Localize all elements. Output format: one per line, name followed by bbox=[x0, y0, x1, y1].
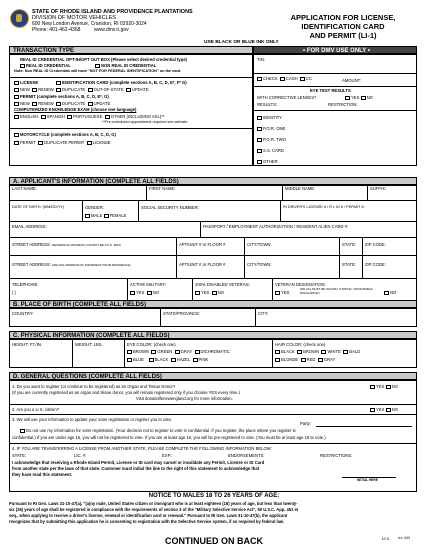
ssn-label: SOCIAL SECURITY NUMBER: bbox=[141, 205, 199, 210]
new-checkbox[interactable] bbox=[14, 88, 19, 92]
transfer-license-label: LIC. #: bbox=[74, 453, 87, 458]
donor-yes-checkbox[interactable] bbox=[370, 385, 375, 389]
telephone-parens: ( ) bbox=[12, 290, 16, 295]
transfer-endorsements-label: ENDORSEMENTS: bbox=[228, 453, 265, 458]
transfer-state-label: STATE: bbox=[12, 453, 27, 458]
notice-title: NOTICE TO MALES 18 TO 26 YEARS OF AGE: bbox=[148, 493, 280, 499]
other-id-checkbox[interactable] bbox=[257, 160, 262, 164]
eye-dichromatic-checkbox[interactable] bbox=[195, 350, 200, 354]
veteran-designation-label: VETERAN DESIGNATION: bbox=[275, 282, 326, 287]
birth-state-label: STATE/PROVINCE: bbox=[163, 311, 201, 316]
tin-label: TIN: bbox=[257, 57, 265, 62]
hair-white-checkbox[interactable] bbox=[321, 350, 326, 354]
city-label-2: CITY/TOWN: bbox=[247, 262, 272, 267]
section-b-box bbox=[9, 308, 417, 327]
por-one-checkbox[interactable] bbox=[257, 127, 262, 131]
eye-hazel-checkbox[interactable] bbox=[171, 358, 176, 362]
weight-label: WEIGHT: LBS. bbox=[75, 342, 103, 347]
id-card-option[interactable]: IDENTIFICATION CARD (complete sections A, B, C, D, E*, F* G) bbox=[56, 80, 187, 85]
telephone-label: TELEPHONE: bbox=[12, 282, 39, 287]
hair-color-row-1: BLACK BROWN WHITE BALD bbox=[275, 349, 360, 354]
eye-test-label: EYE TEST RESULTS bbox=[310, 88, 351, 93]
disabled-veteran-label: 100% DISABLED VETERAN: bbox=[195, 282, 250, 287]
veteran-options: YES bbox=[275, 290, 289, 295]
hair-gray-checkbox[interactable] bbox=[318, 358, 323, 362]
permit-option[interactable]: PERMIT (complete sections A, B, C, D, E*, G) bbox=[14, 94, 109, 99]
state-label-2: STATE: bbox=[342, 262, 357, 267]
real-id-title: REAL ID CREDENTIAL OPT-IN/OPT OUT BOX (Please select desired credential type) bbox=[20, 57, 187, 62]
transfer-restrictions-label: RESTRICTIONS: bbox=[320, 453, 353, 458]
eye-gray-checkbox[interactable] bbox=[175, 350, 180, 354]
question-1-link: Visit donatelifenewengland.org for more information. bbox=[136, 396, 233, 401]
permit-new-checkbox[interactable] bbox=[14, 102, 19, 106]
permit-duplicate-checkbox[interactable] bbox=[56, 102, 61, 106]
license-option[interactable]: LICENSE bbox=[14, 80, 38, 85]
height-label: HEIGHT: FT./IN. bbox=[12, 342, 43, 347]
asl-note: **Pre-scheduled appointment required see website bbox=[102, 120, 188, 124]
veteran-no-option: NO bbox=[384, 290, 396, 295]
agency-website[interactable]: www.dmv.ri.gov bbox=[94, 27, 129, 33]
acknowledge-line-1: I acknowledge that receiving a Rhode Island Permit, License or ID card may cancel or invalidate any Permit, License or ID Card bbox=[12, 460, 265, 465]
question-1: 1. Do you want to register (or continue to be registered) as an Organ and Tissue Donor? bbox=[12, 384, 176, 389]
male-checkbox[interactable] bbox=[85, 214, 90, 218]
eye-green-checkbox[interactable] bbox=[151, 350, 156, 354]
transaction-type-header: TRANSACTION TYPE bbox=[9, 46, 253, 54]
duplicate-checkbox[interactable] bbox=[56, 88, 61, 92]
hair-brown-checkbox[interactable] bbox=[297, 350, 302, 354]
notice-line-1: Pursuant to RI Gen. Laws 31-10-47(a), "(a)ny male, United States citizen or immigrant who is at least eighteen (18) years of age, but less than twenty- bbox=[9, 501, 298, 506]
hair-bald-checkbox[interactable] bbox=[343, 350, 348, 354]
cc-checkbox[interactable] bbox=[300, 77, 305, 81]
check-checkbox[interactable] bbox=[257, 77, 262, 81]
permit-type-row: NEW RENEW DUPLICATE UPDATE bbox=[14, 101, 110, 106]
restriction-label: RESTRICTION: bbox=[328, 102, 358, 107]
question-1-note: (If you are currently registered as an organ and tissue donor, you will remain registered only if you choose YES every time.) bbox=[12, 390, 241, 395]
results-label: RESULTS: bbox=[257, 102, 278, 107]
email-label: EMAIL ADDRESS: bbox=[12, 224, 47, 229]
passport-label: PASSPORT / EMPLOYMENT AUTHORIZATION / RESIDENT ALIEN CARD #: bbox=[203, 224, 349, 229]
question-4: 4. IF YOU ARE TRANSFERRING A LICENSE FROM ANOTHER STATE, PLEASE COMPLETE THE FOLLOWING INFORMATION BELOW: bbox=[12, 446, 272, 451]
permit-renew-checkbox[interactable] bbox=[32, 102, 37, 106]
update-checkbox[interactable] bbox=[126, 88, 131, 92]
form-title-3: AND PERMIT (LI-1) bbox=[309, 31, 377, 40]
veteran-note: (DD 214 MUST BE SHOWN, STATING "HONORABLE DISCHARGE") bbox=[300, 287, 373, 295]
moto-license-checkbox[interactable] bbox=[87, 141, 92, 145]
hair-color-label: HAIR COLOR: (check one) bbox=[275, 342, 326, 347]
hair-red-checkbox[interactable] bbox=[301, 358, 306, 362]
citizen-yes-checkbox[interactable] bbox=[370, 408, 375, 412]
first-name-label: FIRST NAME: bbox=[149, 186, 176, 191]
dmv-use-header: • FOR DMV USE ONLY • bbox=[253, 46, 417, 54]
notice-line-2: six (26) years of age shall be registered in compliance with the requirements of section 3 of the "Military Selective Service Act", 50 U.S.C. App. 451 et bbox=[9, 507, 299, 512]
license-type-row: NEW RENEW DUPLICATE OUT-OF-STATE UPDATE bbox=[14, 87, 149, 92]
acknowledge-line-2: from another state per the laws of that state. Customer must initial the line to the right of this statement to acknowledge that bbox=[12, 466, 260, 471]
continued-on-back: CONTINUED ON BACK bbox=[165, 536, 263, 546]
suffix-label: SUFFIX: bbox=[370, 186, 387, 191]
donor-no-checkbox[interactable] bbox=[386, 385, 391, 389]
por-two-option[interactable]: P.O.R. TWO bbox=[257, 137, 286, 142]
street-address-1: STREET ADDRESS: RESIDENCE ADDRESS (CANNOT BE A P.O. BOX) bbox=[12, 242, 122, 247]
eye-color-label: EYE COLOR: (check one) bbox=[127, 342, 176, 347]
permit-checkbox[interactable] bbox=[14, 95, 19, 99]
female-checkbox[interactable] bbox=[104, 214, 109, 218]
disabled-yes-checkbox[interactable] bbox=[195, 291, 200, 295]
section-a-header: A. APPLICANT'S INFORMATION (COMPLETE ALL FIELDS) bbox=[9, 177, 417, 185]
hair-color-row-2: BLONDE RED GRAY bbox=[275, 357, 335, 362]
military-options: YES NO bbox=[130, 290, 159, 295]
dob-label: DATE OF BIRTH: (MM/DD/YY) bbox=[12, 205, 65, 209]
identity-option[interactable]: IDENTITY bbox=[257, 115, 282, 120]
lenses-yes-checkbox[interactable] bbox=[345, 96, 350, 100]
question-3: 3. We will use your information to update your voter registration or register you to vote. bbox=[12, 417, 173, 422]
ss-card-checkbox[interactable] bbox=[257, 149, 262, 153]
voter-note: confidential.) If you are under age 16, you will not be registered to vote. If you are at least age 16, you will be pre-registered to vote. (You must be at least age 18 to vote.) bbox=[12, 435, 326, 440]
zip-label-2: ZIP CODE: bbox=[365, 262, 386, 267]
identity-checkbox[interactable] bbox=[257, 116, 262, 120]
real-id-note: Note: Non REAL ID Credentials will have "NOT FOR FEDERAL IDENTIFICATION" on the card. bbox=[14, 69, 182, 73]
middle-name-label: MIDDLE NAME: bbox=[285, 186, 316, 191]
corrective-lenses-label: WITH CORRECTIVE LENSES? bbox=[257, 95, 317, 100]
initial-here-label: INITIAL HERE bbox=[357, 478, 378, 482]
acknowledge-line-3: they have read this statement. bbox=[12, 472, 73, 477]
eye-pink-checkbox[interactable] bbox=[193, 358, 198, 362]
party-label: Party: bbox=[300, 421, 311, 426]
section-c-header: C. PHYSICAL INFORMATION (COMPLETE ALL FIELDS) bbox=[9, 331, 417, 339]
question-2: 2. Are you a U.S. citizen? bbox=[12, 407, 60, 412]
ink-instruction: USE BLACK OR BLUE INK ONLY bbox=[204, 40, 279, 45]
veteran-yes-checkbox[interactable] bbox=[275, 291, 280, 295]
notice-line-3: seq., when applying to receive a driver's license, renewal or identification card or renewal." Pursuant to RI Gen. Laws 31-10-47(b), the applicant bbox=[9, 513, 288, 518]
agency-name: STATE OF RHODE ISLAND AND PROVIDENCE PLANTATIONS bbox=[32, 9, 193, 15]
voter-optout-checkbox[interactable] bbox=[20, 429, 25, 433]
payment-row: CHECK CASH CC bbox=[257, 76, 312, 81]
street-address-2: STREET ADDRESS: MAILING ADDRESS (IF DIFFERENT FROM RESIDENCE) bbox=[12, 262, 131, 267]
q1-options: YES NO bbox=[370, 384, 398, 389]
eye-black-checkbox[interactable] bbox=[149, 358, 154, 362]
state-label-1: STATE: bbox=[342, 242, 357, 247]
lenses-yes-no: YES NO bbox=[345, 95, 373, 100]
license-checkbox[interactable] bbox=[14, 81, 19, 85]
eye-brown-checkbox[interactable] bbox=[127, 350, 132, 354]
form-title-1: APPLICATION FOR LICENSE, bbox=[290, 13, 396, 22]
gender-options: MALE FEMALE bbox=[85, 213, 126, 218]
ri-seal-logo bbox=[10, 9, 29, 28]
agency-address: 600 New London Avenue, Cranston, RI 02920-3024 bbox=[32, 21, 147, 27]
dl-number-label: RI DRIVER'S LICENSE # / R.I. ID # / PERMIT #: bbox=[283, 205, 365, 209]
renew-checkbox[interactable] bbox=[32, 88, 37, 92]
ss-card-option[interactable]: S.S. CARD bbox=[257, 148, 284, 153]
language-row: ENGLISH SPANISH PORTUGUESE OTHER (INCLUDING ASL)** bbox=[14, 114, 164, 119]
transfer-exp-label: EXP.: bbox=[162, 453, 173, 458]
military-yes-checkbox[interactable] bbox=[130, 291, 135, 295]
por-one-option[interactable]: P.O.R. ONE bbox=[257, 126, 285, 131]
apt-label-2: APT/UNIT # or FLOOR # bbox=[179, 262, 226, 267]
division-name: DIVISION OF MOTOR VEHICLES bbox=[32, 15, 116, 21]
form-number: LI-1 bbox=[382, 536, 390, 541]
real-id-option[interactable]: REAL ID CREDENTIAL bbox=[20, 63, 71, 68]
spanish-checkbox[interactable] bbox=[41, 115, 46, 119]
agency-phone: Phone: 401-462-4368 bbox=[32, 27, 81, 33]
eye-blue-checkbox[interactable] bbox=[127, 358, 132, 362]
voter-optout-option[interactable]: Do not use my information for voter registration. (Your decision not to register to vote is confidential. If you register, the place where you register is bbox=[20, 428, 296, 433]
zip-label-1: ZIP CODE: bbox=[365, 242, 386, 247]
birth-city-label: CITY: bbox=[258, 311, 269, 316]
por-two-checkbox[interactable] bbox=[257, 138, 262, 142]
hair-black-checkbox[interactable] bbox=[275, 350, 280, 354]
non-real-id-option[interactable]: NON REAL ID CREDENTIAL bbox=[95, 63, 156, 68]
eye-color-row-2: BLUE BLACK HAZEL PINK bbox=[127, 357, 208, 362]
veteran-no-checkbox[interactable] bbox=[384, 291, 389, 295]
motorcycle-checkbox[interactable] bbox=[14, 133, 19, 137]
motorcycle-type-row: PERMIT DUPLICATE PERMIT LICENSE bbox=[14, 140, 111, 145]
citizen-no-checkbox[interactable] bbox=[386, 408, 391, 412]
motorcycle-option[interactable]: MOTORCYCLE (complete sections A, B, C, D, G) bbox=[14, 132, 116, 137]
real-id-checkbox[interactable] bbox=[20, 64, 25, 68]
last-name-label: LAST NAME: bbox=[12, 186, 37, 191]
id-card-checkbox[interactable] bbox=[56, 81, 61, 85]
lenses-no-checkbox[interactable] bbox=[361, 96, 366, 100]
other-id-option[interactable]: OTHER bbox=[257, 159, 278, 164]
knowledge-exam-label: COMPUTERIZED KNOWLEDGE EXAM (choose one language) bbox=[14, 107, 137, 112]
disabled-no-checkbox[interactable] bbox=[212, 291, 217, 295]
section-d-header: D. GENERAL QUESTIONS (COMPLETE ALL FIELDS) bbox=[9, 372, 417, 380]
notice-line-4: recognizes that by submitting this application he is consenting to registration with the Selective Service system, if so required by federal law. bbox=[9, 519, 285, 524]
military-no-checkbox[interactable] bbox=[147, 291, 152, 295]
hair-blonde-checkbox[interactable] bbox=[275, 358, 280, 362]
moto-permit-checkbox[interactable] bbox=[14, 141, 19, 145]
out-of-state-checkbox[interactable] bbox=[88, 88, 93, 92]
disabled-options: YES NO bbox=[195, 290, 224, 295]
city-label-1: CITY/TOWN: bbox=[247, 242, 272, 247]
portuguese-checkbox[interactable] bbox=[67, 115, 72, 119]
form-revision: rev. 4/19 bbox=[398, 536, 411, 540]
moto-duplicate-checkbox[interactable] bbox=[38, 141, 43, 145]
non-real-id-checkbox[interactable] bbox=[95, 64, 100, 68]
amount-label: AMOUNT: bbox=[342, 78, 361, 83]
section-b-header: B. PLACE OF BIRTH (COMPLETE ALL FIELDS) bbox=[9, 300, 417, 308]
form-title-2: IDENTIFICATION CARD bbox=[301, 22, 385, 31]
english-checkbox[interactable] bbox=[14, 115, 19, 119]
q2-options: YES NO bbox=[370, 407, 398, 412]
active-military-label: ACTIVE MILITARY: bbox=[130, 282, 167, 287]
apt-label-1: APT/UNIT # or FLOOR # bbox=[179, 242, 226, 247]
birth-country-label: COUNTRY: bbox=[12, 311, 34, 316]
permit-update-checkbox[interactable] bbox=[88, 102, 93, 106]
gender-label: GENDER: bbox=[85, 205, 105, 210]
eye-color-row-1: BROWN GREEN GRAY DICHROMATIC bbox=[127, 349, 230, 354]
other-language-checkbox[interactable] bbox=[105, 115, 110, 119]
cash-checkbox[interactable] bbox=[280, 77, 285, 81]
